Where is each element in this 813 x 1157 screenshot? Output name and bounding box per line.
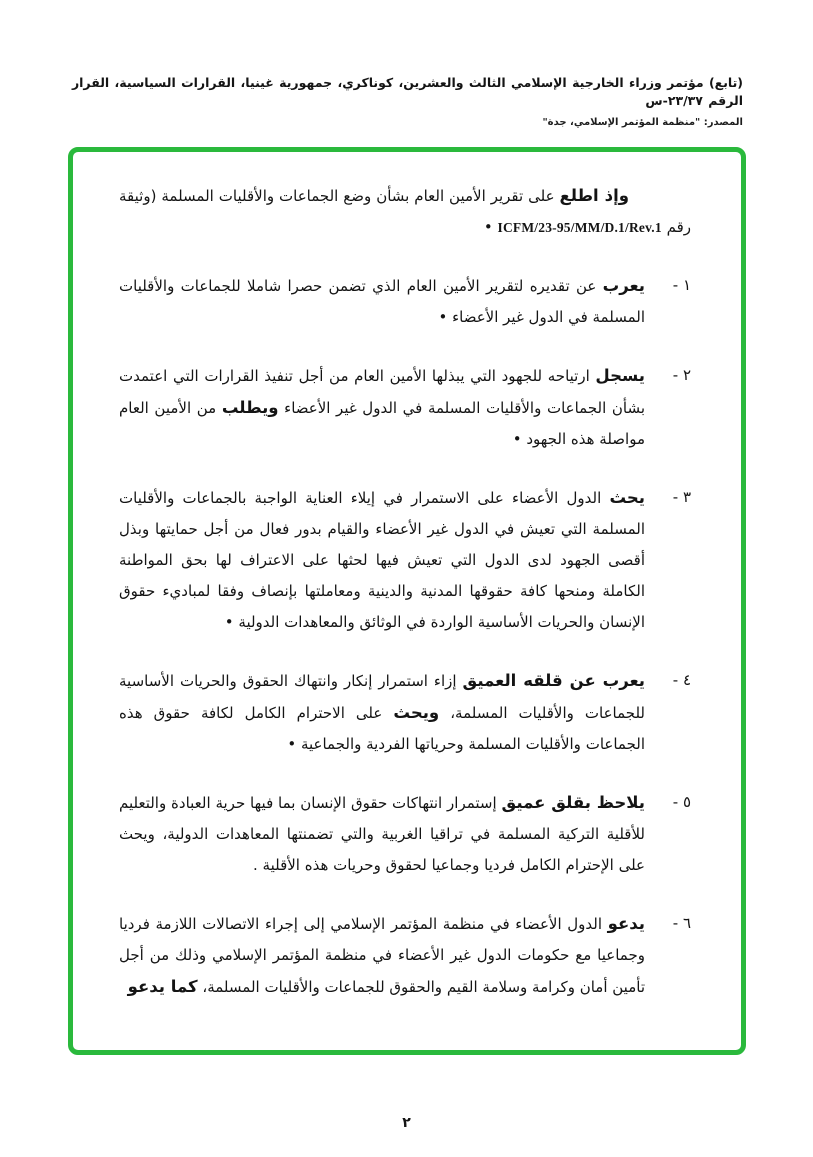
body-text: ارتياحه للجهود التي يبذلها الأمين العام من أجل تنفيذ القرارات التي اعتمدت بشأن الجماعات والأقليات المسلمة في الدول غير الأعضاء — [119, 367, 645, 417]
resolution-item — [119, 360, 691, 455]
item-number: ٥ - — [672, 793, 691, 811]
emphasized-text: ICFM/23-95/MM/D.1/Rev.1 — [497, 220, 662, 235]
header-title: (تابع) مؤتمر وزراء الخارجية الإسلامي الثالث والعشرين، كوناكري، جمهورية غينيا، القرارات السياسية، القرار الرقم ٢٣/٣٧-س — [71, 75, 743, 108]
emphasized-text: كما يدعو — [127, 977, 198, 996]
item-number: ٤ - — [672, 671, 691, 689]
emphasized-text: وإذ اطلع — [559, 186, 630, 205]
resolution-item — [119, 665, 691, 760]
item-text — [119, 482, 645, 638]
intro-paragraph — [119, 180, 691, 243]
item-text — [119, 665, 645, 760]
item-number: ١ - — [672, 276, 691, 294]
body-text: عن تقديره لتقرير الأمين العام الذي تضمن حصرا شاملا للجماعات والأقليات المسلمة في الدول غير الأعضاء • — [119, 277, 645, 326]
emphasized-text: يدعو — [607, 914, 645, 933]
resolution-item — [119, 482, 691, 638]
emphasized-text: ويحث — [393, 703, 440, 722]
body-text: الدول الأعضاء على الاستمرار في إيلاء العناية الواجبة بالجماعات والأقليات المسلمة التي تعيش في الدول غير الأعضاء والقيام بدور فعال من أجل حمايتها وبذل أقصى الجهود لدى الدول التي تعيش فيها لحثها على الاعتراف لها بحق المواطنة الكاملة ومنحها كافة حقوقها المدنية والدينية ومعاملتها بإنصاف وفقا لمباديء حقوق الإنسان والحريات الأساسية الواردة في الوثائق والمعاهدات الدولية • — [119, 489, 645, 631]
document-header — [66, 74, 743, 128]
body-text: إستمرار انتهاكات حقوق الإنسان بما فيها حرية العبادة والتعليم للأقلية التركية المسلمة في تراقيا الغربية والتي تضمنتها المعاهدات الدولية، ويحث على الإحترام الكامل فرديا وجماعيا لحقوق وحريات هذه الأقلية . — [119, 794, 645, 874]
item-text — [119, 360, 645, 455]
body-text: إزاء استمرار إنكار وانتهاك الحقوق والحريات الأساسية للجماعات والأقليات المسلمة، — [119, 672, 645, 722]
body-text: على الاحترام الكامل لكافة حقوق هذه الجماعات والأقليات المسلمة وحرياتها الفردية والجماعية • — [119, 704, 645, 753]
item-text — [119, 270, 645, 333]
emphasized-text: يحث — [609, 488, 645, 507]
emphasized-text: يعرب عن قلقه العميق — [462, 671, 646, 690]
item-text — [119, 787, 645, 881]
emphasized-text: يعرب — [602, 276, 645, 295]
header-source: المصدر: "منظمة المؤتمر الإسلامي، جدة" — [542, 117, 743, 128]
body-text: من الأمين العام مواصلة هذه الجهود • — [119, 399, 645, 448]
emphasized-text: يلاحظ بقلق عميق — [501, 793, 645, 812]
page-number: ٢ — [402, 1115, 411, 1131]
resolution-item — [119, 270, 691, 333]
emphasized-text: ويطلب — [221, 398, 279, 417]
item-number: ٣ - — [672, 488, 691, 506]
resolution-item — [119, 787, 691, 881]
page-footer — [0, 1115, 813, 1131]
item-number: ٦ - — [672, 914, 691, 932]
body-text: على تقرير الأمين العام بشأن وضع الجماعات والأقليات المسلمة (وثيقة رقم — [119, 187, 691, 236]
body-text: • — [483, 218, 498, 236]
highlight-frame — [68, 147, 746, 1055]
resolution-item — [119, 908, 691, 1003]
item-text — [119, 908, 645, 1003]
item-number: ٢ - — [672, 366, 691, 384]
items-list — [119, 270, 691, 1003]
emphasized-text: يسجل — [595, 366, 645, 385]
body-text: الدول الأعضاء في منظمة المؤتمر الإسلامي إلى إجراء الاتصالات اللازمة فرديا وجماعيا مع حكومات الدول غير الأعضاء في منظمة المؤتمر الإسلامي وذلك من أجل تأمين أمان وكرامة وسلامة القيم والحقوق للجماعات والأقليات المسلمة، — [119, 915, 645, 996]
